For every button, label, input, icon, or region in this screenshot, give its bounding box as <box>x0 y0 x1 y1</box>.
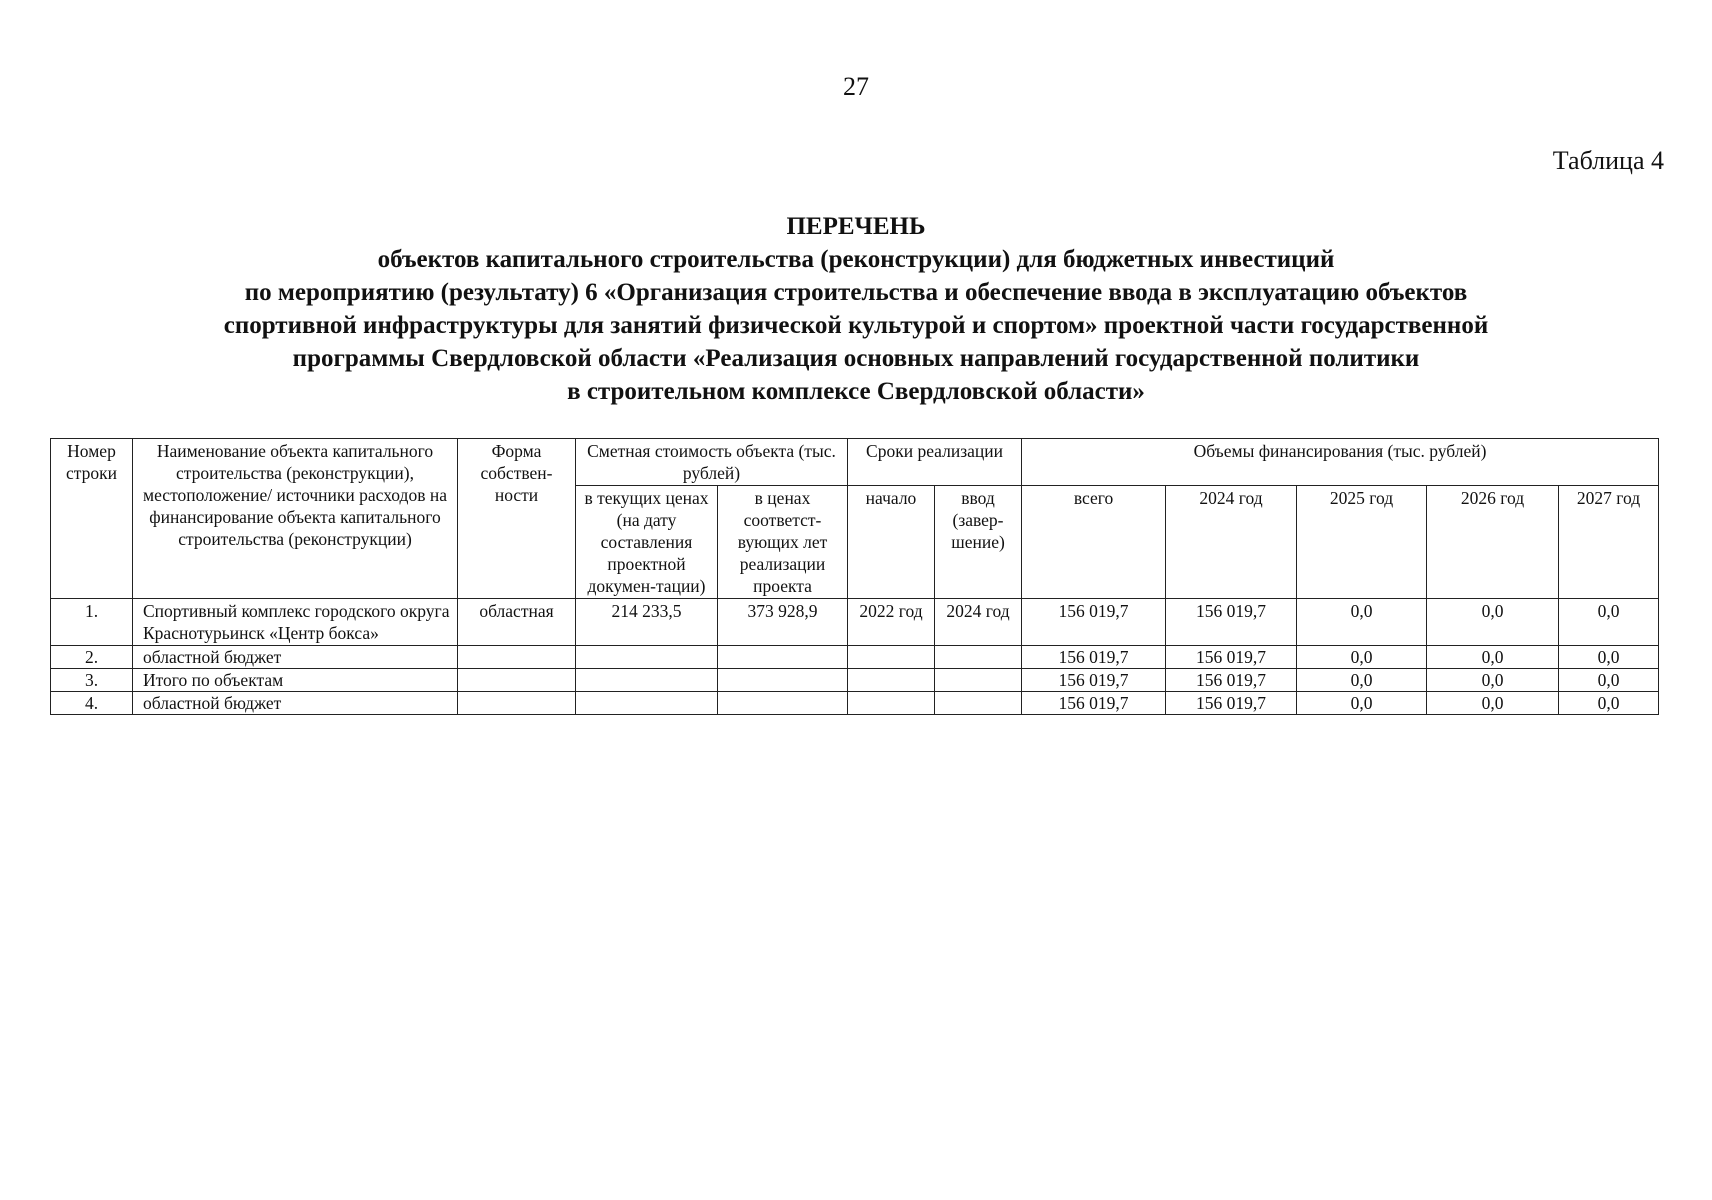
cell-2024: 156 019,7 <box>1166 646 1297 669</box>
cell-total: 156 019,7 <box>1022 669 1166 692</box>
capital-construction-table <box>50 438 1659 715</box>
cell-total: 156 019,7 <box>1022 599 1166 646</box>
cell-2025: 0,0 <box>1297 669 1427 692</box>
cell-2024: 156 019,7 <box>1166 669 1297 692</box>
heading-line: в строительном комплексе Свердловской области» <box>567 378 1145 405</box>
header-estimated-cost: Сметная стоимость объекта (тыс. рублей) <box>576 439 848 486</box>
cell-cost-corresponding <box>718 669 848 692</box>
header-terms: Сроки реализации <box>848 439 1022 486</box>
cell-2026: 0,0 <box>1427 599 1559 646</box>
header-2024: 2024 год <box>1166 486 1297 599</box>
cell-ownership <box>458 669 576 692</box>
cell-2027: 0,0 <box>1559 646 1659 669</box>
cell-2024: 156 019,7 <box>1166 692 1297 715</box>
heading-title: ПЕРЕЧЕНЬ <box>786 213 926 240</box>
header-object-name: Наименование объекта капитального строительства (реконструкции), местоположение/ источники расходов на финансирование объекта капитального строительства (реконструкции) <box>133 439 458 599</box>
cell-ownership: областная <box>458 599 576 646</box>
cell-cost-corresponding <box>718 646 848 669</box>
table-row <box>51 646 1659 669</box>
cell-2025: 0,0 <box>1297 692 1427 715</box>
cell-num: 3. <box>51 669 133 692</box>
cell-ownership <box>458 646 576 669</box>
cell-total: 156 019,7 <box>1022 646 1166 669</box>
header-cost-current: в текущих ценах (на дату составления проектной докумен-тации) <box>576 486 718 599</box>
cell-start <box>848 669 935 692</box>
cell-num: 1. <box>51 599 133 646</box>
heading-line: программы Свердловской области «Реализация основных направлений государственной политики <box>292 345 1420 372</box>
table-row <box>51 692 1659 715</box>
cell-num: 2. <box>51 646 133 669</box>
cell-end <box>935 669 1022 692</box>
header-2027: 2027 год <box>1559 486 1659 599</box>
cell-end <box>935 692 1022 715</box>
cell-cost-current: 214 233,5 <box>576 599 718 646</box>
heading-line: объектов капитального строительства (реконструкции) для бюджетных инвестиций <box>377 246 1335 273</box>
cell-2026: 0,0 <box>1427 669 1559 692</box>
cell-num: 4. <box>51 692 133 715</box>
header-2026: 2026 год <box>1427 486 1559 599</box>
cell-2027: 0,0 <box>1559 669 1659 692</box>
cell-2024: 156 019,7 <box>1166 599 1297 646</box>
table-row <box>51 599 1659 646</box>
heading-line: по мероприятию (результату) 6 «Организация строительства и обеспечение ввода в эксплуатацию объектов <box>244 279 1468 306</box>
cell-start <box>848 692 935 715</box>
cell-2027: 0,0 <box>1559 692 1659 715</box>
page-number: 27 <box>843 72 869 101</box>
table-label: Таблица 4 <box>1552 146 1664 175</box>
cell-cost-corresponding: 373 928,9 <box>718 599 848 646</box>
cell-2025: 0,0 <box>1297 646 1427 669</box>
heading-line: спортивной инфраструктуры для занятий физической культурой и спортом» проектной части государственной <box>223 312 1489 339</box>
header-cost-corresponding: в ценах соответст-вующих лет реализации проекта <box>718 486 848 599</box>
cell-cost-current <box>576 692 718 715</box>
cell-start: 2022 год <box>848 599 935 646</box>
cell-end: 2024 год <box>935 599 1022 646</box>
cell-2026: 0,0 <box>1427 646 1559 669</box>
document-heading <box>60 210 1652 408</box>
cell-cost-current <box>576 646 718 669</box>
header-2025: 2025 год <box>1297 486 1427 599</box>
cell-start <box>848 646 935 669</box>
header-term-end: ввод (завер-шение) <box>935 486 1022 599</box>
cell-total: 156 019,7 <box>1022 692 1166 715</box>
cell-name: Итого по объектам <box>133 669 458 692</box>
header-term-start: начало <box>848 486 935 599</box>
cell-cost-current <box>576 669 718 692</box>
cell-end <box>935 646 1022 669</box>
cell-2026: 0,0 <box>1427 692 1559 715</box>
cell-2027: 0,0 <box>1559 599 1659 646</box>
cell-ownership <box>458 692 576 715</box>
cell-cost-corresponding <box>718 692 848 715</box>
table-row <box>51 669 1659 692</box>
cell-2025: 0,0 <box>1297 599 1427 646</box>
header-funding: Объемы финансирования (тыс. рублей) <box>1022 439 1659 486</box>
header-row-number: Номер строки <box>51 439 133 599</box>
cell-name: областной бюджет <box>133 692 458 715</box>
header-total: всего <box>1022 486 1166 599</box>
cell-name: областной бюджет <box>133 646 458 669</box>
header-ownership: Форма собствен-ности <box>458 439 576 599</box>
cell-name: Спортивный комплекс городского округа Краснотурьинск «Центр бокса» <box>133 599 458 646</box>
